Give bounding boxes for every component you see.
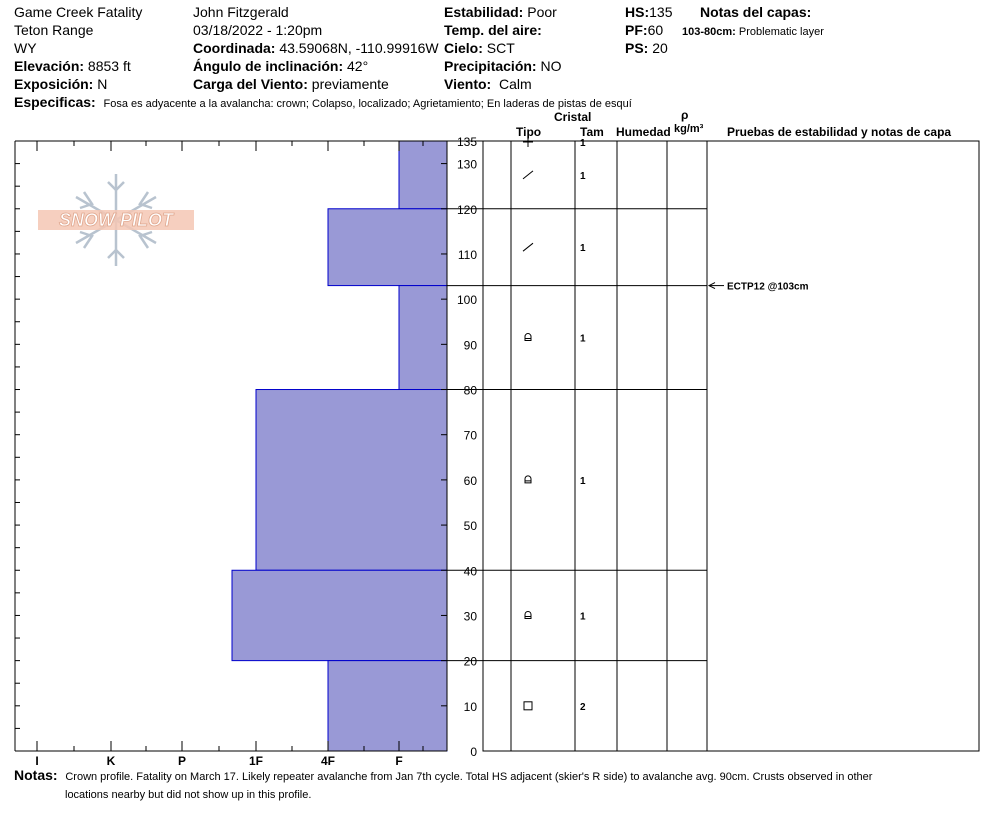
grain-size-label: 2 [580,701,586,713]
type-header: Tipo [516,125,542,139]
wind-load-label: Carga del Viento: [193,76,308,92]
height-tick-label: 80 [463,383,477,398]
hardness-bar [256,390,447,571]
elevation-label: Elevación: [14,58,85,74]
air-temp-label: Temp. del aire: [444,22,542,38]
stability-test-label: ECTP12 @103cm [727,281,809,293]
stability-value: Poor [527,4,557,20]
size-header: Tam [580,125,604,139]
height-tick-label: 10 [463,699,477,714]
notes-line1: Crown profile. Fatality on March 17. Likely repeater avalanche from Jan 7th cycle. Total HS adjacent (skier's R side) to avalanche avg. 90cm. Crusts observed in other [65,771,873,783]
notes-label: Notas: [14,767,58,783]
hardness-bar [328,661,447,751]
hardness-bar [232,570,447,660]
wind-value: Calm [498,76,532,92]
coordinate-value: 43.59068N, -110.99916W [279,40,439,56]
hardness-bar [399,141,447,209]
tests-header: Pruebas de estabilidad y notas de capa [727,125,952,139]
specifics-value: Fosa es adyacente a la avalancha: crown; Colapso, localizado; Agrietamiento; En laderas de pistas de esquí [103,98,632,110]
slope-value: 42° [347,58,369,74]
sky-value: SCT [486,40,515,56]
sky-label: Cielo: [444,40,483,56]
grain-size-label: 1 [580,243,586,255]
aspect-value: N [97,76,108,92]
layer-note-text: Problematic layer [738,26,824,38]
grain-size-label: 1 [580,170,586,182]
logo-text: SNOW PILOT [59,210,173,230]
hs-label: HS: [625,4,650,20]
crystal-header: Cristal [554,110,592,124]
faceted-rounded-icon [525,611,531,618]
notes-row [14,767,872,785]
stability-label: Estabilidad: [444,4,524,20]
height-tick-label: 50 [463,519,477,534]
location-name: Game Creek Fatality [14,4,143,20]
hardness-bar [328,209,447,286]
grain-size-label: 1 [580,611,586,623]
hs-value: 135 [649,4,673,20]
wind-label: Viento: [444,76,492,92]
state-name: WY [14,40,37,56]
height-tick-label: 30 [463,609,477,624]
pf-label: PF: [625,22,648,38]
grain-size-label: 1 [580,475,586,487]
moisture-header: Humedad [616,125,671,139]
precip-label: Precipitación: [444,58,537,74]
elevation-value: 8853 ft [87,58,131,74]
density-header: kg/m³ [674,123,704,135]
height-tick-label: 135 [456,135,477,149]
height-tick-label: 70 [463,428,477,443]
layer-notes-label: Notas del capas: [700,4,812,20]
observer-name: John Fitzgerald [193,4,289,20]
range-name: Teton Range [14,22,94,38]
aspect-label: Exposición: [14,76,94,92]
hardness-tick-label: F [395,754,403,768]
layer-table-frame [483,141,979,751]
grain-size-label: 1 [580,333,586,345]
grain-size-label: 1 [580,138,586,149]
date-time: 03/18/2022 - 1:20pm [193,22,323,38]
hardness-bar [399,286,447,390]
ps-value: 20 [652,40,668,56]
layer-note-range: 103-80cm: [682,26,736,38]
specifics-label: Especificas: [14,94,96,110]
rho-header: ρ [681,108,689,122]
height-tick-label: 120 [456,202,477,217]
coordinate-label: Coordinada: [193,40,276,56]
faceted-rounded-icon [525,476,531,483]
hardness-tick-label: 1F [248,754,264,768]
precip-value: NO [540,58,562,74]
hardness-tick-label: P [177,754,187,768]
wind-load-value: previamente [311,76,389,92]
height-tick-label: 100 [456,293,477,308]
faceted-icon [524,702,532,710]
hardness-tick-label: K [106,754,116,768]
height-tick-label: 130 [456,157,477,172]
height-tick-label: 90 [463,338,477,353]
height-tick-label: 40 [463,564,477,579]
notes-line2: locations nearby but did not show up in this profile. [65,789,312,801]
faceted-rounded-icon [525,334,531,341]
hardness-tick-label: 4F [320,754,336,768]
hardness-tick-label: I [35,754,39,768]
slope-label: Ángulo de inclinación: [193,58,344,74]
ps-label: PS: [625,40,649,56]
height-tick-label: 60 [463,473,477,488]
decomposing-icon [523,243,533,251]
height-tick-label: 110 [457,247,477,262]
decomposing-icon [523,171,533,179]
height-tick-label: 20 [463,654,477,669]
height-tick-label: 0 [470,745,477,759]
pf-value: 60 [647,22,664,38]
